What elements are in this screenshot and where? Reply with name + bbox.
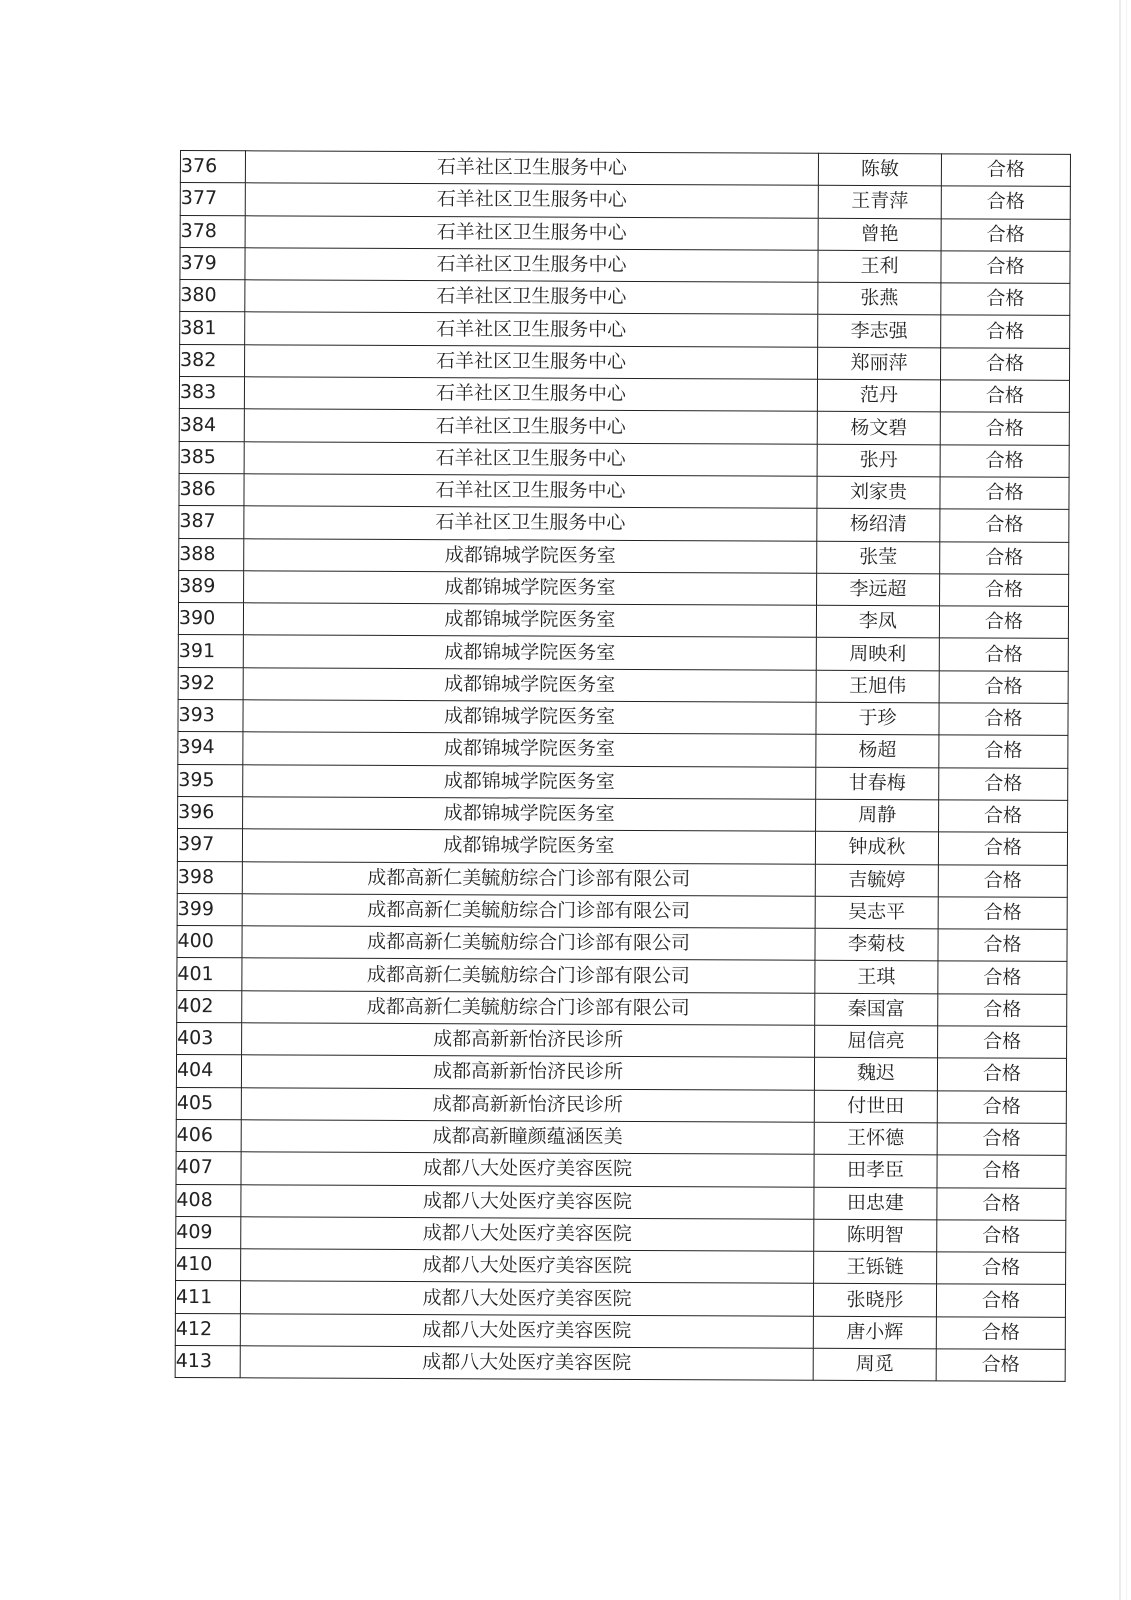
result-cell: 合格 <box>936 1349 1065 1382</box>
table-row <box>180 183 1070 219</box>
person-name-cell: 杨超 <box>816 735 939 768</box>
table-row <box>179 409 1069 445</box>
organization-cell: 成都锦城学院医务室 <box>243 797 816 832</box>
result-cell: 合格 <box>939 638 1068 671</box>
organization-cell: 成都八大处医疗美容医院 <box>240 1281 813 1316</box>
result-cell: 合格 <box>940 509 1069 542</box>
table-row <box>179 570 1069 606</box>
row-number-cell: 411 <box>175 1281 240 1314</box>
organization-cell: 石羊社区卫生服务中心 <box>245 312 818 347</box>
person-name-cell: 田孝臣 <box>814 1154 937 1187</box>
row-number-cell: 412 <box>175 1313 240 1346</box>
table-row <box>178 635 1068 671</box>
table-row <box>178 603 1068 639</box>
result-cell: 合格 <box>940 574 1069 607</box>
table-row <box>176 1184 1066 1220</box>
person-name-cell: 陈敏 <box>818 153 941 186</box>
result-cell: 合格 <box>940 412 1069 445</box>
table-row <box>177 990 1067 1026</box>
person-name-cell: 张莹 <box>817 541 940 574</box>
organization-cell: 成都高新仁美毓舫综合门诊部有限公司 <box>242 926 815 961</box>
result-cell: 合格 <box>938 864 1067 897</box>
organization-cell: 成都锦城学院医务室 <box>243 635 816 670</box>
table-row <box>177 829 1067 865</box>
person-name-cell: 王铄链 <box>814 1251 937 1284</box>
row-number-cell: 413 <box>175 1345 240 1378</box>
table-row <box>175 1345 1065 1381</box>
result-cell: 合格 <box>937 1187 1066 1220</box>
person-name-cell: 杨文碧 <box>817 412 940 445</box>
row-number-cell: 401 <box>177 958 242 991</box>
person-name-cell: 吴志平 <box>815 896 938 929</box>
result-cell: 合格 <box>938 1026 1067 1059</box>
organization-cell: 成都八大处医疗美容医院 <box>240 1346 813 1381</box>
person-name-cell: 张晓彤 <box>813 1284 936 1317</box>
result-cell: 合格 <box>941 348 1070 381</box>
row-number-cell: 380 <box>180 280 245 313</box>
table-row <box>177 958 1067 994</box>
person-name-cell: 王利 <box>818 250 941 283</box>
result-cell: 合格 <box>936 1316 1065 1349</box>
result-cell: 合格 <box>937 1090 1066 1123</box>
table-row <box>176 1216 1066 1252</box>
row-number-cell: 404 <box>176 1055 241 1088</box>
organization-cell: 石羊社区卫生服务中心 <box>245 215 818 250</box>
table-row <box>180 247 1070 283</box>
table-row <box>179 377 1069 413</box>
organization-cell: 成都锦城学院医务室 <box>244 538 817 573</box>
row-number-cell: 383 <box>179 377 244 410</box>
person-name-cell: 屈信亮 <box>815 1025 938 1058</box>
row-number-cell: 382 <box>180 344 245 377</box>
organization-cell: 成都锦城学院医务室 <box>243 668 816 703</box>
table-row <box>176 1087 1066 1123</box>
person-name-cell: 李凤 <box>816 605 939 638</box>
result-cell: 合格 <box>939 735 1068 768</box>
table-row <box>176 1119 1066 1155</box>
table-row <box>177 893 1067 929</box>
person-name-cell: 王怀德 <box>814 1122 937 1155</box>
organization-cell: 成都锦城学院医务室 <box>243 700 816 735</box>
person-name-cell: 张燕 <box>818 282 941 315</box>
result-cell: 合格 <box>936 1284 1065 1317</box>
row-number-cell: 408 <box>176 1184 241 1217</box>
row-number-cell: 379 <box>180 247 245 280</box>
table-row <box>176 1055 1066 1091</box>
person-name-cell: 周映利 <box>816 638 939 671</box>
row-number-cell: 386 <box>179 473 244 506</box>
result-cell: 合格 <box>939 767 1068 800</box>
table-row <box>179 473 1069 509</box>
person-name-cell: 郑丽萍 <box>818 347 941 380</box>
result-cell: 合格 <box>937 1220 1066 1253</box>
organization-cell: 成都高新仁美毓舫综合门诊部有限公司 <box>242 958 815 993</box>
organization-cell: 成都八大处医疗美容医院 <box>241 1249 814 1284</box>
row-number-cell: 406 <box>176 1119 241 1152</box>
row-number-cell: 402 <box>177 990 242 1023</box>
organization-cell: 石羊社区卫生服务中心 <box>244 409 817 444</box>
row-number-cell: 409 <box>176 1216 241 1249</box>
person-name-cell: 王青萍 <box>818 186 941 219</box>
row-number-cell: 397 <box>177 829 242 862</box>
organization-cell: 石羊社区卫生服务中心 <box>245 345 818 380</box>
result-cell: 合格 <box>940 541 1069 574</box>
person-name-cell: 陈明智 <box>814 1219 937 1252</box>
row-number-cell: 403 <box>177 1023 242 1056</box>
table-row <box>180 215 1070 251</box>
row-number-cell: 410 <box>176 1249 241 1282</box>
row-number-cell: 388 <box>179 538 244 571</box>
organization-cell: 成都八大处医疗美容医院 <box>241 1152 814 1187</box>
result-cell: 合格 <box>939 671 1068 704</box>
organization-cell: 成都锦城学院医务室 <box>243 603 816 638</box>
person-name-cell: 吉毓婷 <box>815 864 938 897</box>
result-cell: 合格 <box>941 251 1070 284</box>
row-number-cell: 377 <box>180 183 245 216</box>
person-name-cell: 刘家贵 <box>817 476 940 509</box>
result-cell: 合格 <box>940 477 1069 510</box>
result-cell: 合格 <box>941 154 1070 187</box>
row-number-cell: 389 <box>179 570 244 603</box>
result-cell: 合格 <box>938 832 1067 865</box>
table-row <box>180 151 1070 187</box>
row-number-cell: 405 <box>176 1087 241 1120</box>
organization-cell: 成都八大处医疗美容医院 <box>241 1184 814 1219</box>
table-row <box>179 441 1069 477</box>
person-name-cell: 于珍 <box>816 702 939 735</box>
organization-cell: 成都八大处医疗美容医院 <box>240 1313 813 1348</box>
row-number-cell: 392 <box>178 667 243 700</box>
person-name-cell: 魏迟 <box>814 1058 937 1091</box>
person-name-cell: 田忠建 <box>814 1187 937 1220</box>
row-number-cell: 396 <box>178 796 243 829</box>
person-name-cell: 付世田 <box>814 1090 937 1123</box>
row-number-cell: 387 <box>179 506 244 539</box>
results-table <box>175 150 1071 1382</box>
organization-cell: 石羊社区卫生服务中心 <box>245 280 818 315</box>
result-cell: 合格 <box>939 703 1068 736</box>
person-name-cell: 李菊枝 <box>815 928 938 961</box>
page-edge-line <box>1126 0 1127 1600</box>
table-row <box>178 796 1068 832</box>
row-number-cell: 398 <box>177 861 242 894</box>
row-number-cell: 376 <box>180 151 245 184</box>
row-number-cell: 378 <box>180 215 245 248</box>
organization-cell: 成都锦城学院医务室 <box>243 732 816 767</box>
organization-cell: 成都锦城学院医务室 <box>242 829 815 864</box>
row-number-cell: 381 <box>180 312 245 345</box>
organization-cell: 石羊社区卫生服务中心 <box>244 506 817 541</box>
organization-cell: 成都高新仁美毓舫综合门诊部有限公司 <box>242 990 815 1025</box>
row-number-cell: 407 <box>176 1152 241 1185</box>
table-row <box>178 732 1068 768</box>
organization-cell: 成都高新新怡济民诊所 <box>241 1087 814 1122</box>
result-cell: 合格 <box>939 606 1068 639</box>
table-row <box>176 1152 1066 1188</box>
organization-cell: 成都高新新怡济民诊所 <box>242 1023 815 1058</box>
organization-cell: 成都八大处医疗美容医院 <box>241 1217 814 1252</box>
organization-cell: 成都高新仁美毓舫综合门诊部有限公司 <box>242 861 815 896</box>
person-name-cell: 秦国富 <box>815 993 938 1026</box>
organization-cell: 石羊社区卫生服务中心 <box>244 441 817 476</box>
results-table-body <box>175 151 1070 1382</box>
organization-cell: 成都高新仁美毓舫综合门诊部有限公司 <box>242 894 815 929</box>
result-cell: 合格 <box>941 315 1070 348</box>
person-name-cell: 钟成秋 <box>815 832 938 865</box>
row-number-cell: 384 <box>179 409 244 442</box>
table-row <box>175 1281 1065 1317</box>
result-cell: 合格 <box>938 897 1067 930</box>
result-cell: 合格 <box>940 380 1069 413</box>
person-name-cell: 李远超 <box>817 573 940 606</box>
person-name-cell: 曾艳 <box>818 218 941 251</box>
person-name-cell: 周静 <box>816 799 939 832</box>
result-cell: 合格 <box>937 1123 1066 1156</box>
table-row <box>177 926 1067 962</box>
result-cell: 合格 <box>938 961 1067 994</box>
person-name-cell: 杨绍清 <box>817 509 940 542</box>
person-name-cell: 唐小辉 <box>813 1316 936 1349</box>
row-number-cell: 385 <box>179 441 244 474</box>
table-row <box>180 344 1070 380</box>
person-name-cell: 王旭伟 <box>816 670 939 703</box>
table-row <box>180 312 1070 348</box>
row-number-cell: 391 <box>178 635 243 668</box>
row-number-cell: 399 <box>177 893 242 926</box>
table-row <box>178 700 1068 736</box>
result-cell: 合格 <box>937 1058 1066 1091</box>
organization-cell: 石羊社区卫生服务中心 <box>245 151 818 186</box>
result-cell: 合格 <box>938 994 1067 1027</box>
page-edge-shadow <box>1119 0 1121 1600</box>
table-row <box>175 1313 1065 1349</box>
organization-cell: 成都锦城学院医务室 <box>243 764 816 799</box>
organization-cell: 石羊社区卫生服务中心 <box>244 474 817 509</box>
organization-cell: 石羊社区卫生服务中心 <box>245 183 818 218</box>
row-number-cell: 394 <box>178 732 243 765</box>
table-row <box>180 280 1070 316</box>
person-name-cell: 甘春梅 <box>816 767 939 800</box>
person-name-cell: 王琪 <box>815 961 938 994</box>
result-cell: 合格 <box>941 283 1070 316</box>
table-row <box>179 538 1069 574</box>
row-number-cell: 400 <box>177 926 242 959</box>
organization-cell: 石羊社区卫生服务中心 <box>244 377 817 412</box>
table-row <box>178 764 1068 800</box>
row-number-cell: 395 <box>178 764 243 797</box>
table-row <box>177 861 1067 897</box>
result-cell: 合格 <box>941 218 1070 251</box>
result-cell: 合格 <box>938 929 1067 962</box>
organization-cell: 成都锦城学院医务室 <box>244 571 817 606</box>
person-name-cell: 范丹 <box>817 379 940 412</box>
table-row <box>179 506 1069 542</box>
person-name-cell: 周觅 <box>813 1348 936 1381</box>
result-cell: 合格 <box>937 1155 1066 1188</box>
row-number-cell: 393 <box>178 700 243 733</box>
result-cell: 合格 <box>940 444 1069 477</box>
person-name-cell: 张丹 <box>817 444 940 477</box>
result-cell: 合格 <box>939 800 1068 833</box>
table-row <box>176 1249 1066 1285</box>
result-cell: 合格 <box>941 186 1070 219</box>
result-cell: 合格 <box>937 1252 1066 1285</box>
organization-cell: 石羊社区卫生服务中心 <box>245 248 818 283</box>
organization-cell: 成都高新瞳颜蕴涵医美 <box>241 1120 814 1155</box>
organization-cell: 成都高新新怡济民诊所 <box>241 1055 814 1090</box>
person-name-cell: 李志强 <box>818 315 941 348</box>
table-row <box>178 667 1068 703</box>
table-row <box>177 1023 1067 1059</box>
row-number-cell: 390 <box>178 603 243 636</box>
